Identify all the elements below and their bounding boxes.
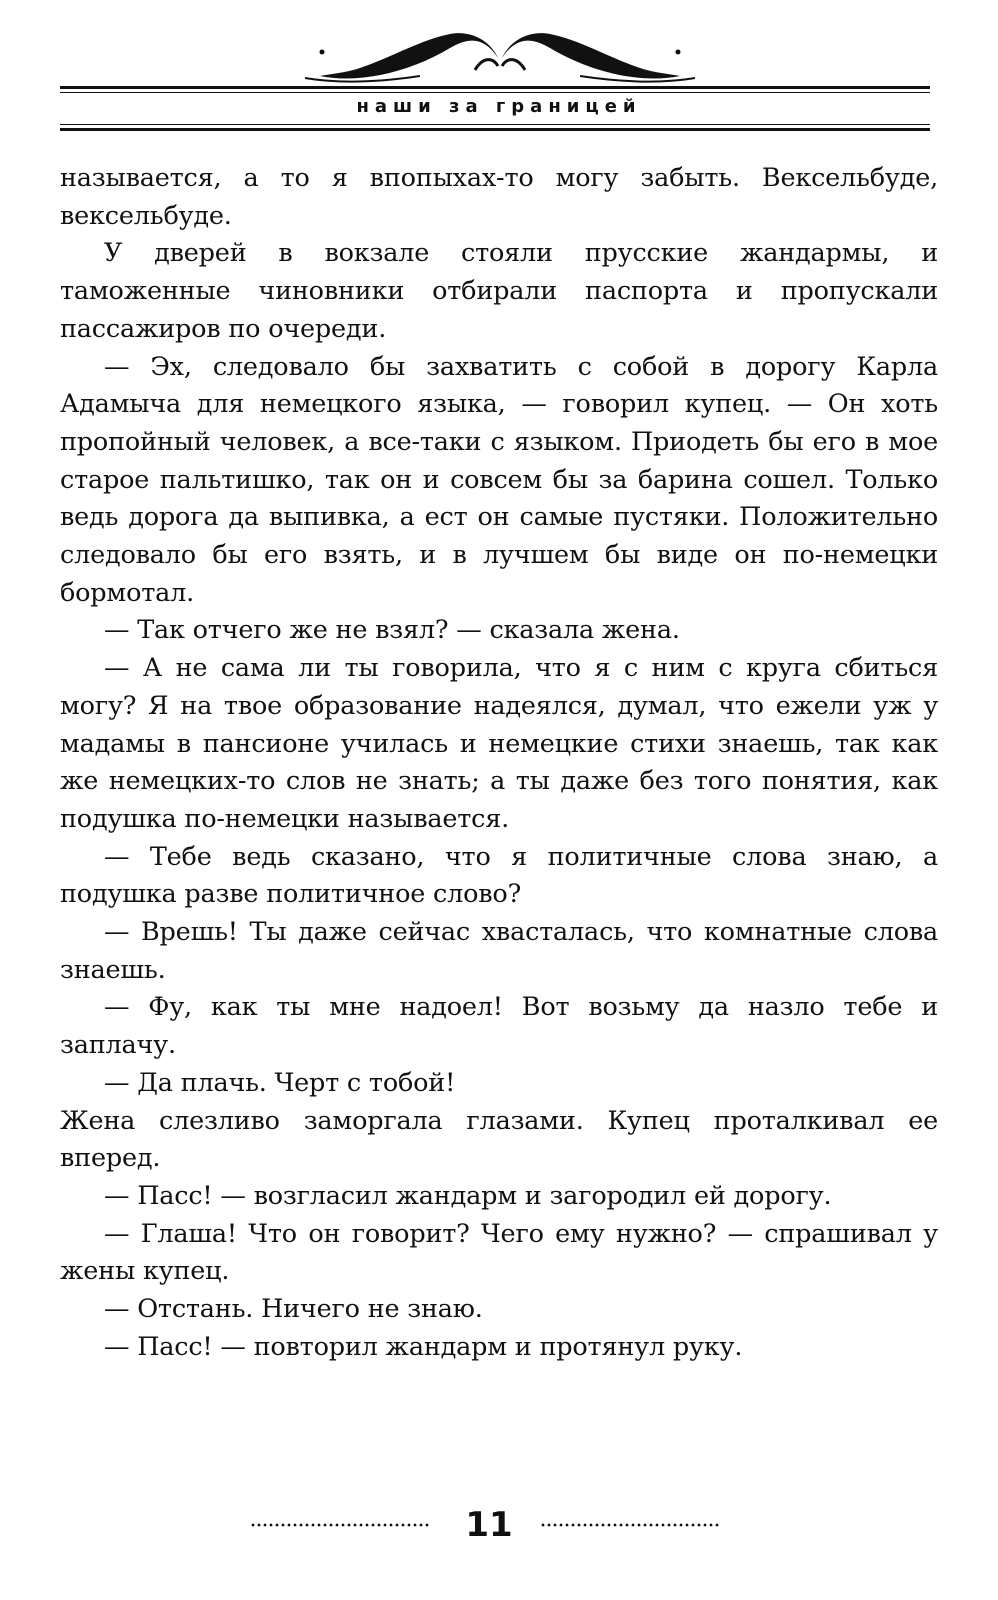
footer-dotted-rule-left: [250, 1523, 430, 1527]
page-number: 11: [465, 1505, 513, 1545]
paragraph: — Пасс! — возгласил жандарм и загородил ей дорогу.: [104, 1180, 832, 1211]
paragraph: называется, а то я впопыхах-то могу забыть. Вексельбуде, вексельбуде.: [60, 163, 938, 231]
paragraph: — Фу, как ты мне надоел! Вот возьму да назло тебе и заплачу.: [60, 992, 938, 1061]
header-rule-top-thin: [60, 92, 930, 93]
paragraph: — Так отчего же не взял? — сказала жена.: [104, 615, 680, 646]
page-footer: [0, 1505, 998, 1545]
header-rule-bottom: [60, 128, 930, 131]
footer-dotted-rule-right: [540, 1523, 720, 1527]
paragraph: — Отстань. Ничего не знаю.: [104, 1294, 483, 1325]
paragraph: У дверей в вокзале стояли прусские жандармы, и таможенные чиновники отбирали паспорта и пропускали пассажиров по очереди.: [60, 238, 938, 344]
paragraph: — Врешь! Ты даже сейчас хвасталась, что комнатные слова знаешь.: [60, 917, 938, 985]
paragraph: Жена слезливо заморгала глазами. Купец проталкивал ее вперед.: [60, 1105, 938, 1174]
paragraph: — Глаша! Что он говорит? Чего ему нужно? — спрашивал у жены купец.: [60, 1218, 938, 1287]
paragraph: — Тебе ведь сказано, что я политичные слова знаю, а подушка разве политичное слово?: [60, 841, 938, 910]
paragraph: — А не сама ли ты говорила, что я с ним с круга сбиться могу? Я на твое образование надеялся, думал, что ежели уж у мадамы в пансионе училась и немецкие стихи знаешь, так как же немецких-то слов не знать; а ты даже без того понятия, как подушка по-немецки называется.: [60, 653, 938, 834]
header-ornament: [300, 18, 700, 88]
paragraph: — Эх, следовало бы захватить с собой в дорогу Карла Адамыча для немецкого языка, — говорил купец. — Он хоть пропойный человек, а все-таки с языком. Приодеть бы его в мое старое пальтишко, так он и совсем бы за барина сошел. Только ведь дорога да выпивка, а ест он самые пустяки. Положительно следовало бы его взять, и в лучшем бы виде он по-немецки бормотал.: [60, 351, 938, 608]
paragraph: — Да плачь. Черт с тобой!: [104, 1067, 456, 1098]
paragraph: — Пасс! — повторил жандарм и протянул руку.: [104, 1331, 743, 1362]
running-head: наши за границей: [356, 96, 642, 117]
header-rule-bottom-thin: [60, 124, 930, 125]
body-text: [60, 160, 938, 1367]
header-rule-top: [60, 86, 930, 89]
